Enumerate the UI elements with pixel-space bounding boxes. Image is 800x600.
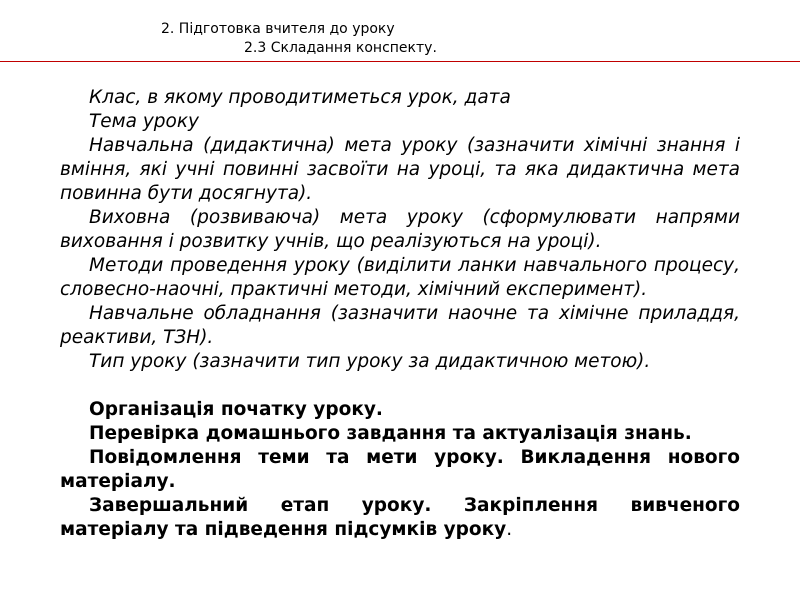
header-divider xyxy=(0,61,800,62)
plan-item-didactic-goal: Навчальна (дидактична) мета уроку (зазначити хімічні знання і вміння, які учні повинні засвоїти на уроці, та яка дидактична мета повинна бути досягнута). xyxy=(60,135,740,204)
plan-item-educational-goal: Виховна (розвиваюча) мета уроку (сформулювати напрями виховання і розвитку учнів, що реалізуються на уроці). xyxy=(60,207,740,252)
plan-item-methods: Методи проведення уроку (виділити ланки навчального процесу, словесно-наочні, практичні методи, хімічний експеримент). xyxy=(60,255,740,300)
plan-item-lesson-type: Тип уроку (зазначити тип уроку за дидактичною метою). xyxy=(89,351,651,372)
stage-organization: Організація початку уроку. xyxy=(89,399,383,420)
stage-homework-check: Перевірка домашнього завдання та актуалізація знань. xyxy=(89,423,692,444)
paragraph-spacer xyxy=(60,374,740,398)
plan-item-topic: Тема уроку xyxy=(89,111,199,132)
section-title: 2. Підготовка вчителя до уроку xyxy=(161,21,395,37)
stage-new-material: Повідомлення теми та мети уроку. Викладення нового матеріалу. xyxy=(60,447,740,492)
stage-final xyxy=(60,494,740,542)
plan-item-equipment: Навчальне обладнання (зазначити наочне та хімічне приладдя, реактиви, ТЗН). xyxy=(60,303,740,348)
stage-final-text: Завершальний етап уроку. Закріплення вивченого матеріалу та підведення підсумків уроку xyxy=(60,495,740,540)
stage-final-period: . xyxy=(506,519,513,540)
lesson-plan-content xyxy=(60,86,740,542)
plan-item-class-date: Клас, в якому проводитиметься урок, дата xyxy=(89,87,511,108)
subsection-title: 2.3 Складання конспекту. xyxy=(244,40,437,56)
